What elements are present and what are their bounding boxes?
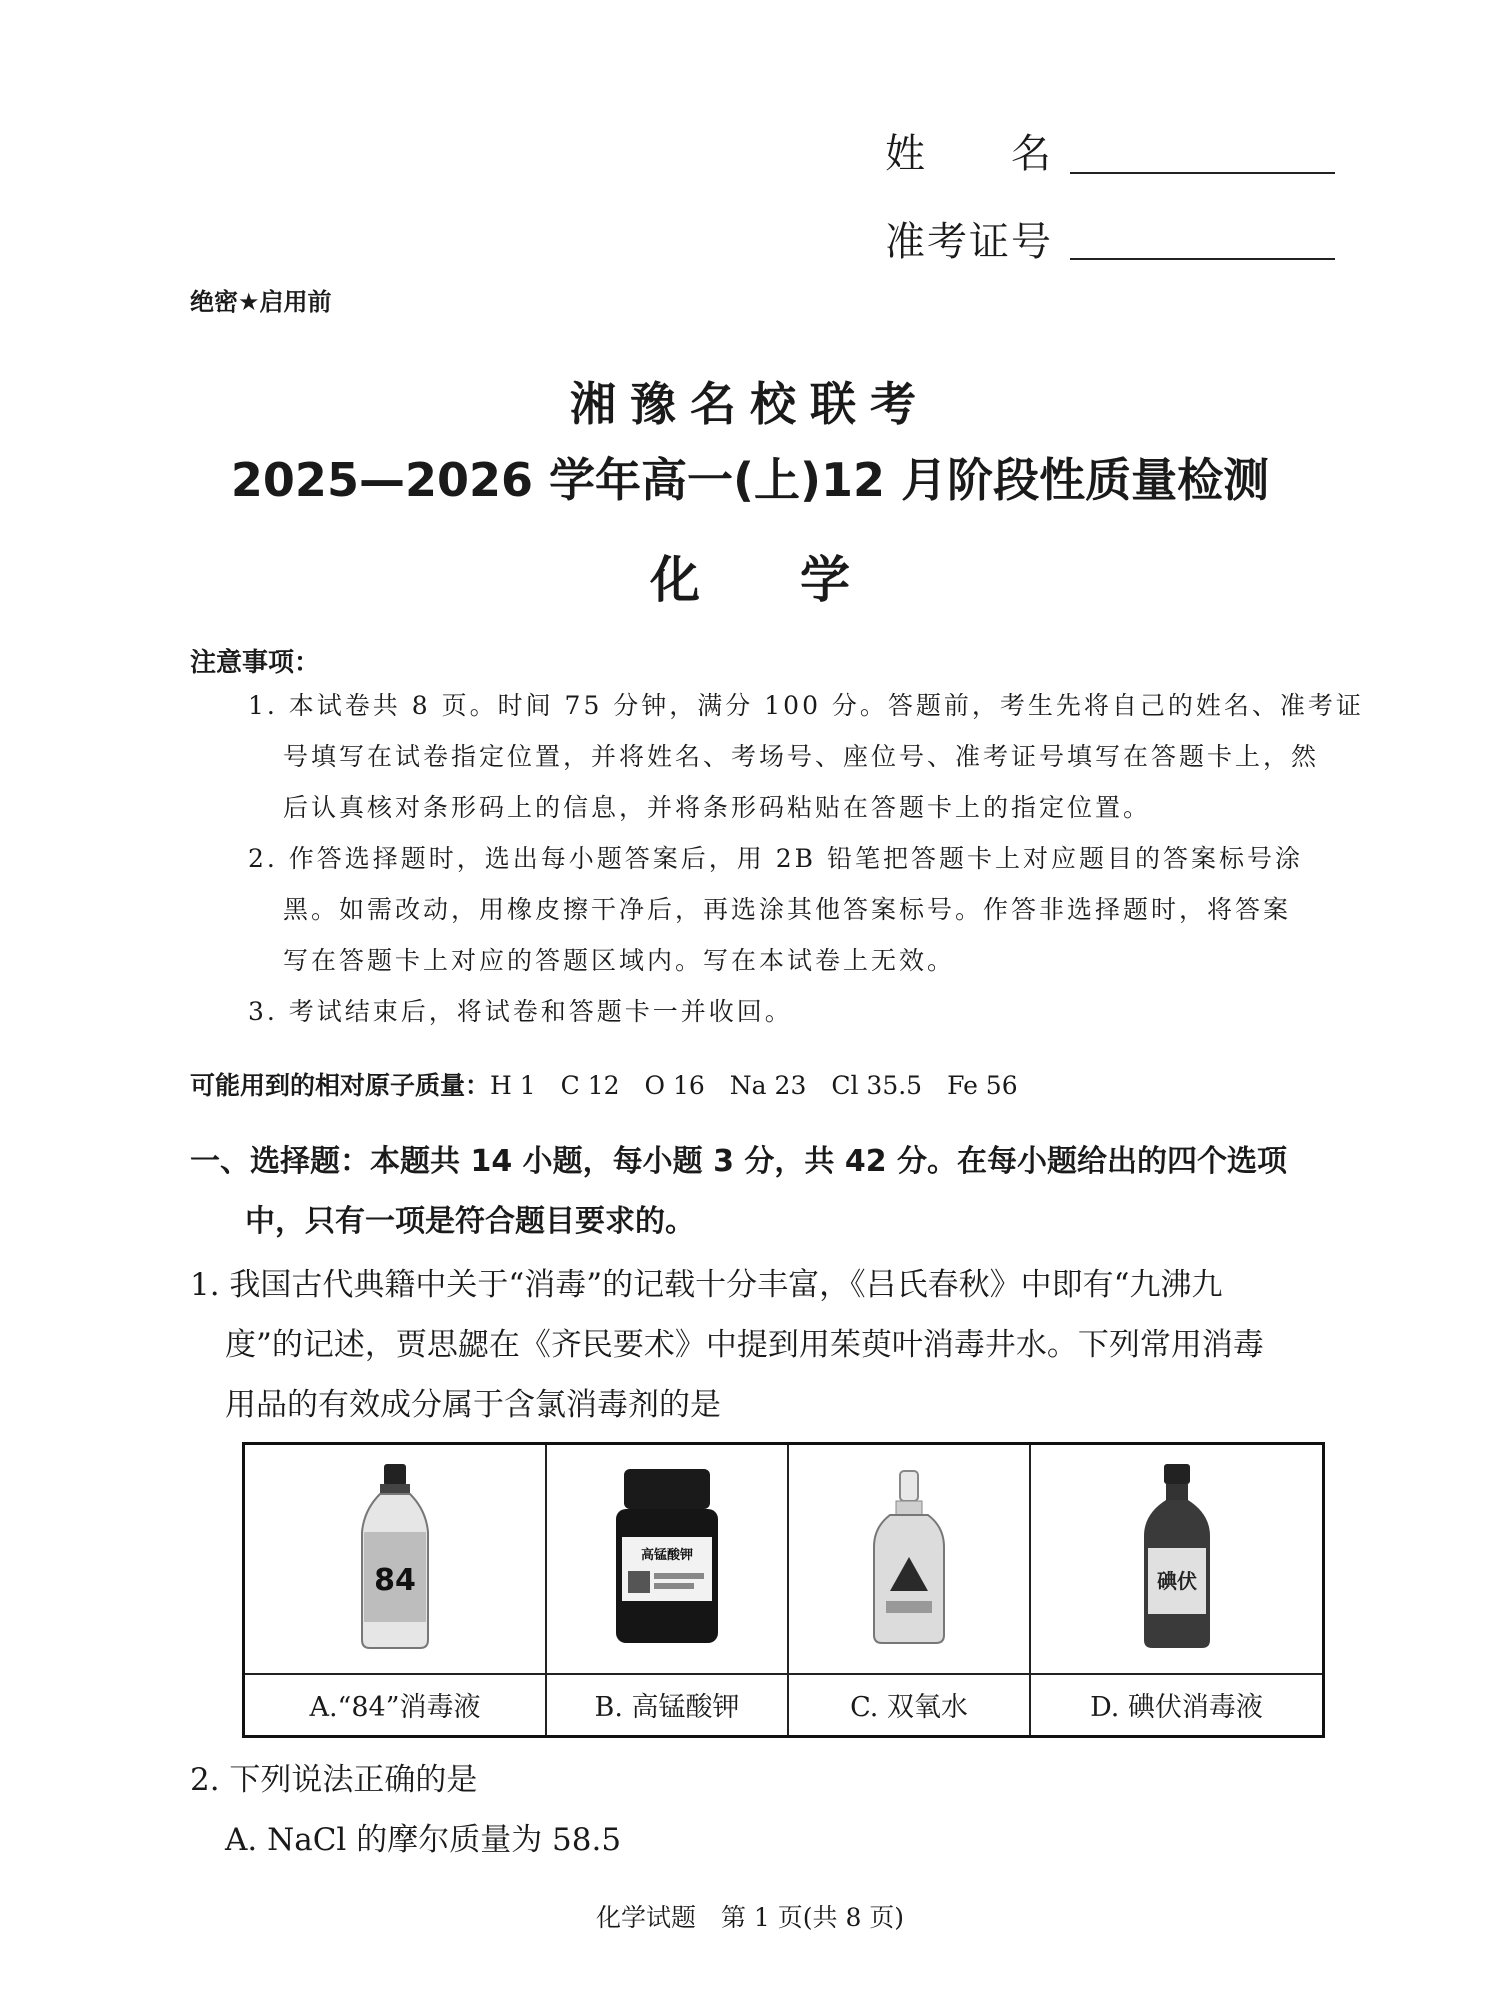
section-heading: 一、选择题：本题共 14 小题，每小题 3 分，共 42 分。在每小题给出的四个选项: [190, 1144, 1288, 1179]
bleach-bottle-icon: [350, 1462, 440, 1652]
option-d-image: [1030, 1444, 1324, 1674]
q1-stem: 1. 我国古代典籍中关于“消毒”的记载十分丰富，《吕氏春秋》中即有“九沸九: [190, 1267, 1223, 1303]
note-line: 3. 考试结束后，将试卷和答题卡一并收回。: [248, 997, 793, 1026]
option-b-image: [546, 1444, 788, 1674]
reagent-jar-icon: [602, 1467, 732, 1647]
note-line: 后认真核对条形码上的信息，并将条形码粘贴在答题卡上的指定位置。: [283, 793, 1152, 822]
option-d-label: D. 碘伏消毒液: [1030, 1674, 1324, 1737]
q1-stem-cont: 用品的有效成分属于含氯消毒剂的是: [225, 1387, 721, 1423]
note-line: 黑。如需改动，用橡皮擦干净后，再选涂其他答案标号。作答非选择题时，将答案: [283, 895, 1292, 924]
note-line: 1. 本试卷共 8 页。时间 75 分钟，满分 100 分。答题前，考生先将自己的姓名、准考证: [248, 691, 1364, 720]
note-line: 2. 作答选择题时，选出每小题答案后，用 2B 铅笔把答题卡上对应题目的答案标号涂: [248, 844, 1303, 873]
exam-subtitle: 2025—2026 学年高一(上)12 月阶段性质量检测: [230, 453, 1270, 507]
page-footer: 化学试题 第 1 页(共 8 页): [595, 1903, 905, 1932]
option-a-label: A.“84”消毒液: [244, 1674, 547, 1737]
option-a-image: [244, 1444, 547, 1674]
note-line: 号填写在试卷指定位置，并将姓名、考场号、座位号、准考证号填写在答题卡上，然: [283, 742, 1320, 771]
option-b-label: B. 高锰酸钾: [546, 1674, 788, 1737]
q1-stem-cont: 度”的记述，贾思勰在《齐民要术》中提到用茱萸叶消毒井水。下列常用消毒: [225, 1327, 1264, 1363]
bottle-a-label: 84: [374, 1562, 416, 1598]
q2-stem: 2. 下列说法正确的是: [190, 1762, 478, 1798]
note-line: 写在答题卡上对应的答题区域内。写在本试卷上无效。: [283, 946, 956, 975]
atomic-mass-label: 可能用到的相对原子质量：: [190, 1071, 491, 1100]
id-field[interactable]: [1070, 258, 1335, 260]
spray-bottle-icon: [864, 1467, 954, 1647]
secret-mark: 绝密★启用前: [190, 288, 332, 316]
name-label: 姓 名: [885, 131, 1053, 177]
option-c-image: [788, 1444, 1030, 1674]
q2-option-a: A. NaCl 的摩尔质量为 58.5: [225, 1822, 622, 1858]
id-label: 准考证号: [885, 219, 1053, 265]
subject-title: 化 学: [650, 551, 850, 609]
section-heading-cont: 中，只有一项是符合题目要求的。: [245, 1204, 695, 1239]
q1-options-table: [242, 1442, 1325, 1738]
option-c-label: C. 双氧水: [788, 1674, 1030, 1737]
iodine-bottle-icon: [1132, 1462, 1222, 1652]
atomic-mass-values: H 1 C 12 O 16 Na 23 Cl 35.5 Fe 56: [490, 1071, 1018, 1100]
name-field[interactable]: [1070, 172, 1335, 174]
exam-title: 湘豫名校联考: [570, 377, 930, 431]
bottle-d-label: 碘伏: [1156, 1568, 1197, 1593]
notes-heading: 注意事项：: [190, 648, 321, 678]
atomic-mass: [190, 1066, 1018, 1102]
bottle-b-label: 高锰酸钾: [640, 1547, 694, 1563]
